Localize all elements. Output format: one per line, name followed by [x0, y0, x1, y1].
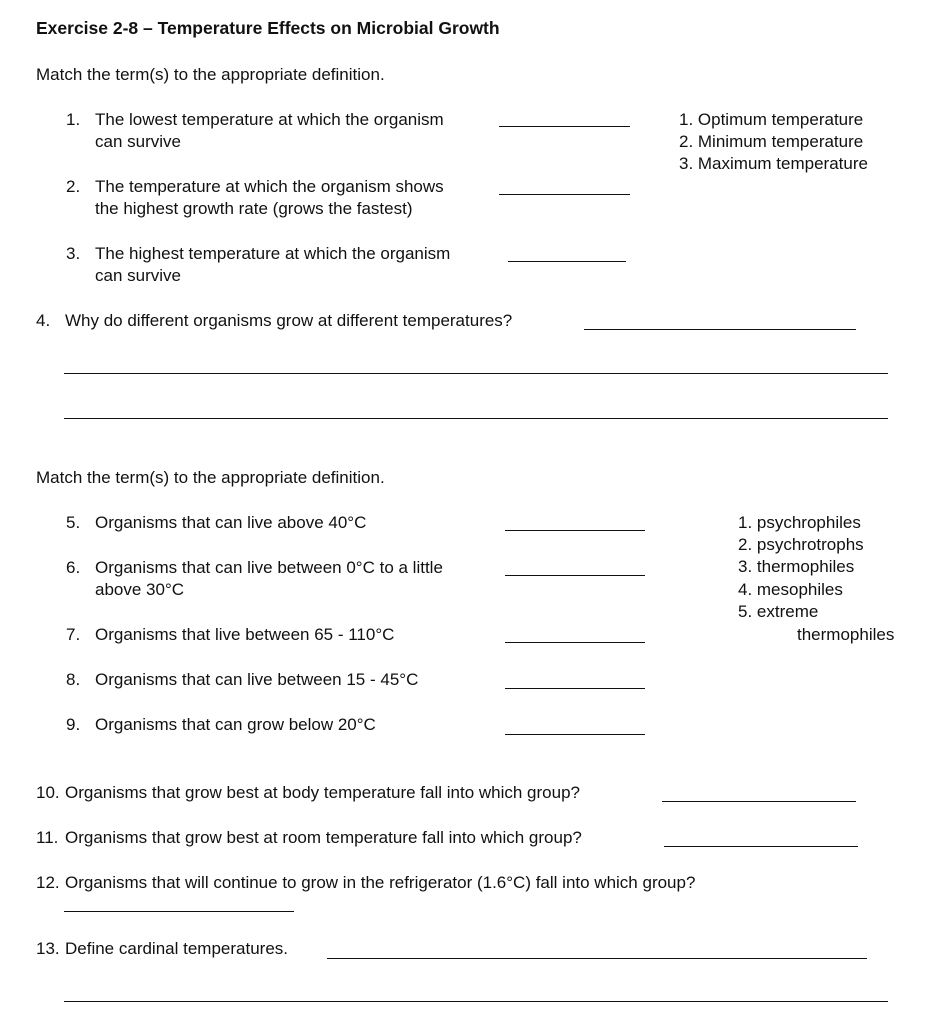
- term-list-2-item: 3. thermophiles: [738, 557, 855, 576]
- term-list-2-item: 2. psychrotrophs: [738, 535, 864, 554]
- term-list-1-item: 1. Optimum temperature: [679, 110, 864, 129]
- term-list-1-item: 2. Minimum temperature: [679, 132, 864, 151]
- answer-line-4c[interactable]: [64, 418, 888, 419]
- item-number: 3.: [66, 244, 81, 263]
- answer-blank-2[interactable]: [499, 194, 630, 195]
- item-9-text: Organisms that can grow below 20°C: [95, 715, 376, 734]
- question-13-text: Define cardinal temperatures.: [65, 939, 289, 958]
- instruction-2: Match the term(s) to the appropriate definition.: [36, 468, 385, 487]
- item-8-text: Organisms that can live between 15 - 45°C: [95, 670, 419, 689]
- answer-blank-4[interactable]: [584, 329, 856, 330]
- answer-line-13b[interactable]: [64, 1001, 888, 1002]
- answer-blank-9[interactable]: [505, 734, 645, 735]
- term-list-2-item: thermophiles: [797, 625, 895, 644]
- question-12-number: 12.: [36, 873, 60, 892]
- answer-blank-6[interactable]: [505, 575, 645, 576]
- answer-line-4b[interactable]: [64, 373, 888, 374]
- question-12-text: Organisms that will continue to grow in the refrigerator (1.6°C) fall into which group?: [65, 873, 696, 892]
- item-2-text-line1: The temperature at which the organism shows: [95, 177, 444, 196]
- term-list-1-item: 3. Maximum temperature: [679, 154, 868, 173]
- answer-blank-13[interactable]: [327, 958, 867, 959]
- item-3-text-line2: can survive: [95, 266, 181, 285]
- term-list-2-item: 1. psychrophiles: [738, 513, 861, 532]
- item-6-text-line1: Organisms that can live between 0°C to a little: [95, 558, 443, 577]
- answer-blank-10[interactable]: [662, 801, 856, 802]
- item-6-text-line2: above 30°C: [95, 580, 185, 599]
- answer-blank-7[interactable]: [505, 642, 645, 643]
- answer-blank-11[interactable]: [664, 846, 858, 847]
- question-11-text: Organisms that grow best at room temperature fall into which group?: [65, 828, 582, 847]
- item-number: 6.: [66, 558, 81, 577]
- question-4-number: 4.: [36, 311, 51, 330]
- question-11-number: 11.: [36, 828, 59, 847]
- item-1-text-line2: can survive: [95, 132, 181, 151]
- answer-blank-3[interactable]: [508, 261, 626, 262]
- question-10-text: Organisms that grow best at body temperature fall into which group?: [65, 783, 580, 802]
- item-3-text-line1: The highest temperature at which the organism: [95, 244, 451, 263]
- term-list-2-item: 4. mesophiles: [738, 580, 843, 599]
- instruction-1: Match the term(s) to the appropriate definition.: [36, 65, 385, 84]
- item-number: 9.: [66, 715, 81, 734]
- answer-blank-1[interactable]: [499, 126, 630, 127]
- question-4-text: Why do different organisms grow at different temperatures?: [65, 311, 513, 330]
- page-title: Exercise 2-8 – Temperature Effects on Microbial Growth: [36, 18, 500, 38]
- term-list-2-item: 5. extreme: [738, 602, 819, 621]
- item-2-text-line2: the highest growth rate (grows the fastest): [95, 199, 413, 218]
- item-number: 1.: [66, 110, 81, 129]
- answer-blank-12[interactable]: [64, 911, 294, 912]
- question-13-number: 13.: [36, 939, 60, 958]
- item-number: 2.: [66, 177, 81, 196]
- item-number: 7.: [66, 625, 81, 644]
- answer-blank-5[interactable]: [505, 530, 645, 531]
- question-10-number: 10.: [36, 783, 60, 802]
- item-1-text-line1: The lowest temperature at which the organism: [95, 110, 444, 129]
- item-5-text: Organisms that can live above 40°C: [95, 513, 367, 532]
- item-number: 5.: [66, 513, 81, 532]
- item-number: 8.: [66, 670, 81, 689]
- item-7-text: Organisms that live between 65 - 110°C: [95, 625, 395, 644]
- answer-blank-8[interactable]: [505, 688, 645, 689]
